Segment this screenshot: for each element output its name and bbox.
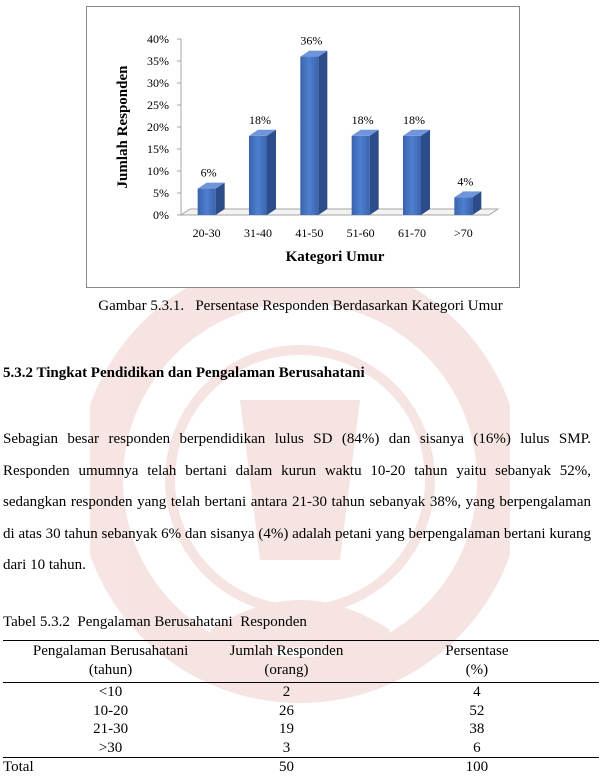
bar-data-label: 4%: [457, 174, 474, 189]
bar-front: [352, 136, 370, 215]
bar-side: [267, 130, 276, 215]
table-row: [3, 683, 599, 702]
cell-experience: >30: [98, 739, 123, 756]
cell-total-percentage: 100: [465, 759, 489, 775]
bar-data-label: 6%: [200, 165, 217, 180]
bar: [300, 51, 327, 215]
cell-experience: 10-20: [93, 702, 129, 719]
table-row: [3, 720, 599, 739]
y-tick-label: 20%: [147, 120, 169, 134]
table-caption: Tabel 5.3.2 Pengalaman Berusahatani Responden: [3, 614, 307, 630]
bar-data-label: 18%: [351, 112, 374, 127]
x-axis-title: Kategori Umur: [285, 249, 385, 265]
bar-side: [370, 130, 379, 215]
body-paragraph: Sebagian besar responden berpendidikan lulus SD (84%) dan sisanya (16%) lulus SMP. Responden umumnya telah bertani dalam kurun waktu 10-20 tahun yaitu sebanyak 52%, sedangkan responden yang telah bertani antara 21-30 tahun sebanyak 38%, yang berpengalaman di atas 30 tahun sebanyak 6% dan sisanya (4%) adalah petani yang berpengalaman bertani kurang dari 10 tahun.: [3, 431, 591, 573]
chart-floor: [181, 209, 498, 215]
cell-experience: 21-30: [93, 721, 129, 737]
cell-respondents: 2: [282, 684, 291, 700]
cell-percentage: 38: [469, 721, 485, 737]
header-experience: Pengalaman Berusahatani (tahun): [32, 643, 189, 678]
bar: [352, 130, 379, 215]
bar-data-label: 36%: [300, 33, 323, 48]
section-heading: 5.3.2 Tingkat Pendidikan dan Pengalaman Berusahatani: [3, 365, 365, 381]
y-axis-title: Jumlah Responden: [115, 65, 131, 189]
bar-front: [300, 57, 318, 215]
table-row: [3, 702, 599, 721]
table-header-row: [3, 641, 599, 683]
farming-experience-table: [3, 640, 599, 777]
cell-total-label: Total: [3, 759, 34, 775]
x-tick-label: 20-30: [192, 226, 221, 240]
x-tick-label: 61-70: [398, 226, 426, 240]
x-tick-label: >70: [453, 226, 473, 240]
cell-respondents: 19: [278, 721, 294, 737]
y-tick-label: 35%: [147, 54, 169, 68]
table-total-row: [3, 758, 599, 777]
header-percentage: Persentase (%): [445, 643, 509, 678]
y-tick-label: 15%: [147, 142, 169, 156]
age-category-chart: [86, 6, 520, 288]
y-tick-label: 10%: [147, 164, 169, 178]
cell-percentage: 4: [473, 684, 481, 700]
bar-data-label: 18%: [403, 112, 425, 127]
table-row: [3, 739, 599, 758]
bar-side: [318, 51, 327, 215]
y-tick-label: 25%: [147, 98, 169, 112]
bar: [454, 191, 481, 215]
cell-experience: <10: [98, 684, 123, 700]
bar-chart-canvas: [87, 7, 519, 287]
header-respondents: Jumlah Responden (orang): [229, 643, 344, 678]
y-tick-label: 40%: [147, 32, 169, 46]
bar: [249, 130, 276, 215]
cell-respondents: 26: [278, 702, 294, 719]
cell-respondents: 3: [282, 739, 291, 756]
bar: [198, 183, 225, 215]
bar-data-label: 18%: [249, 112, 271, 127]
bar: [403, 130, 430, 215]
figure-caption: Gambar 5.3.1. Persentase Responden Berdasarkan Kategori Umur: [98, 298, 503, 314]
bar-side: [421, 130, 430, 215]
bar-front: [249, 136, 267, 215]
cell-total-respondents: 50: [278, 759, 294, 775]
cell-percentage: 6: [473, 739, 481, 756]
bar-front: [198, 189, 216, 215]
y-tick-label: 30%: [147, 76, 169, 90]
bar-front: [403, 136, 421, 215]
y-tick-label: 0%: [153, 208, 169, 222]
cell-percentage: 52: [469, 702, 485, 719]
x-tick-label: 51-60: [346, 226, 375, 240]
x-tick-label: 31-40: [244, 226, 272, 240]
y-tick-label: 5%: [153, 186, 169, 200]
bar-front: [454, 197, 472, 215]
x-tick-label: 41-50: [295, 226, 324, 240]
